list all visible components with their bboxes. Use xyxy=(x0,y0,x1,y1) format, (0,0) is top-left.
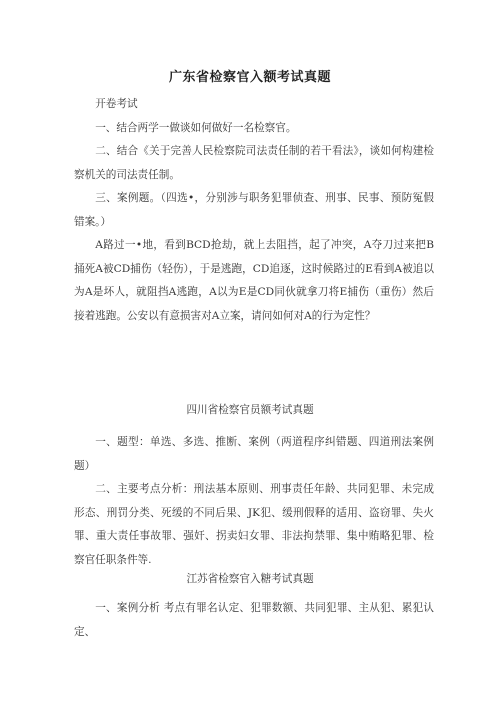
question-1-text: 一、结合两学一做谈如何做好一名检察官。 xyxy=(95,121,297,134)
key-points-text: 二、主要考点分析：刑法基本原则、刑事责任年龄、共同犯罪、未完成形态、刑罚分类、死缓的不同后果、JK犯、缓刑假释的适用、盗窃罪、失火罪、重大责任事故罪、强奸、拐卖妇女罪、非法拘禁罪、集中贿略犯罪、检察官任职条件等. xyxy=(74,483,434,566)
question-types-text: 一、题型：单选、多选、推断、案例（两道程序纠错题、四道刑法案例题） xyxy=(74,436,434,472)
question-3-text: 三、案例题。（四选•，分别涉与职务犯罪侦查、刑事、民事、预防冤假错案。） xyxy=(74,192,434,228)
exam-type-text: 开卷考试 xyxy=(95,98,138,110)
case-analysis-text: 一、案例分析 考点有罪名认定、犯罪数额、共同犯罪、主从犯、累犯认定、 xyxy=(74,602,434,638)
jiangsu-section-title: 江苏省检察官入糖考试真题 xyxy=(186,573,314,585)
page-title: 广东省检察官入额考试真题 xyxy=(168,70,331,85)
sichuan-section-title: 四川省检察官员额考试真题 xyxy=(186,404,314,416)
question-2-text: 二、结合《关于完善人民检察院司法责任制的若干看法》，谈如何构建检察机关的司法责任制。 xyxy=(74,145,434,181)
jiangsu-section xyxy=(74,597,434,644)
guangdong-section xyxy=(74,93,434,328)
sichuan-section xyxy=(74,431,434,572)
case-description-text: A路过一•地，看到BCD抢劫，就上去阻挡，起了冲突，A夺刀过来把B捅死A被CD捕伤（轻伤），于是逃跑，CD追逐，这时候路过的E看到A被追以为A是坏人，就阻挡A逃跑，A以为E是CD同伙就拿刀将E捕伤（重伤）然后接着逃跑。公安以有意损害对A立案，请问如何对A的行为定性？ xyxy=(74,239,434,322)
